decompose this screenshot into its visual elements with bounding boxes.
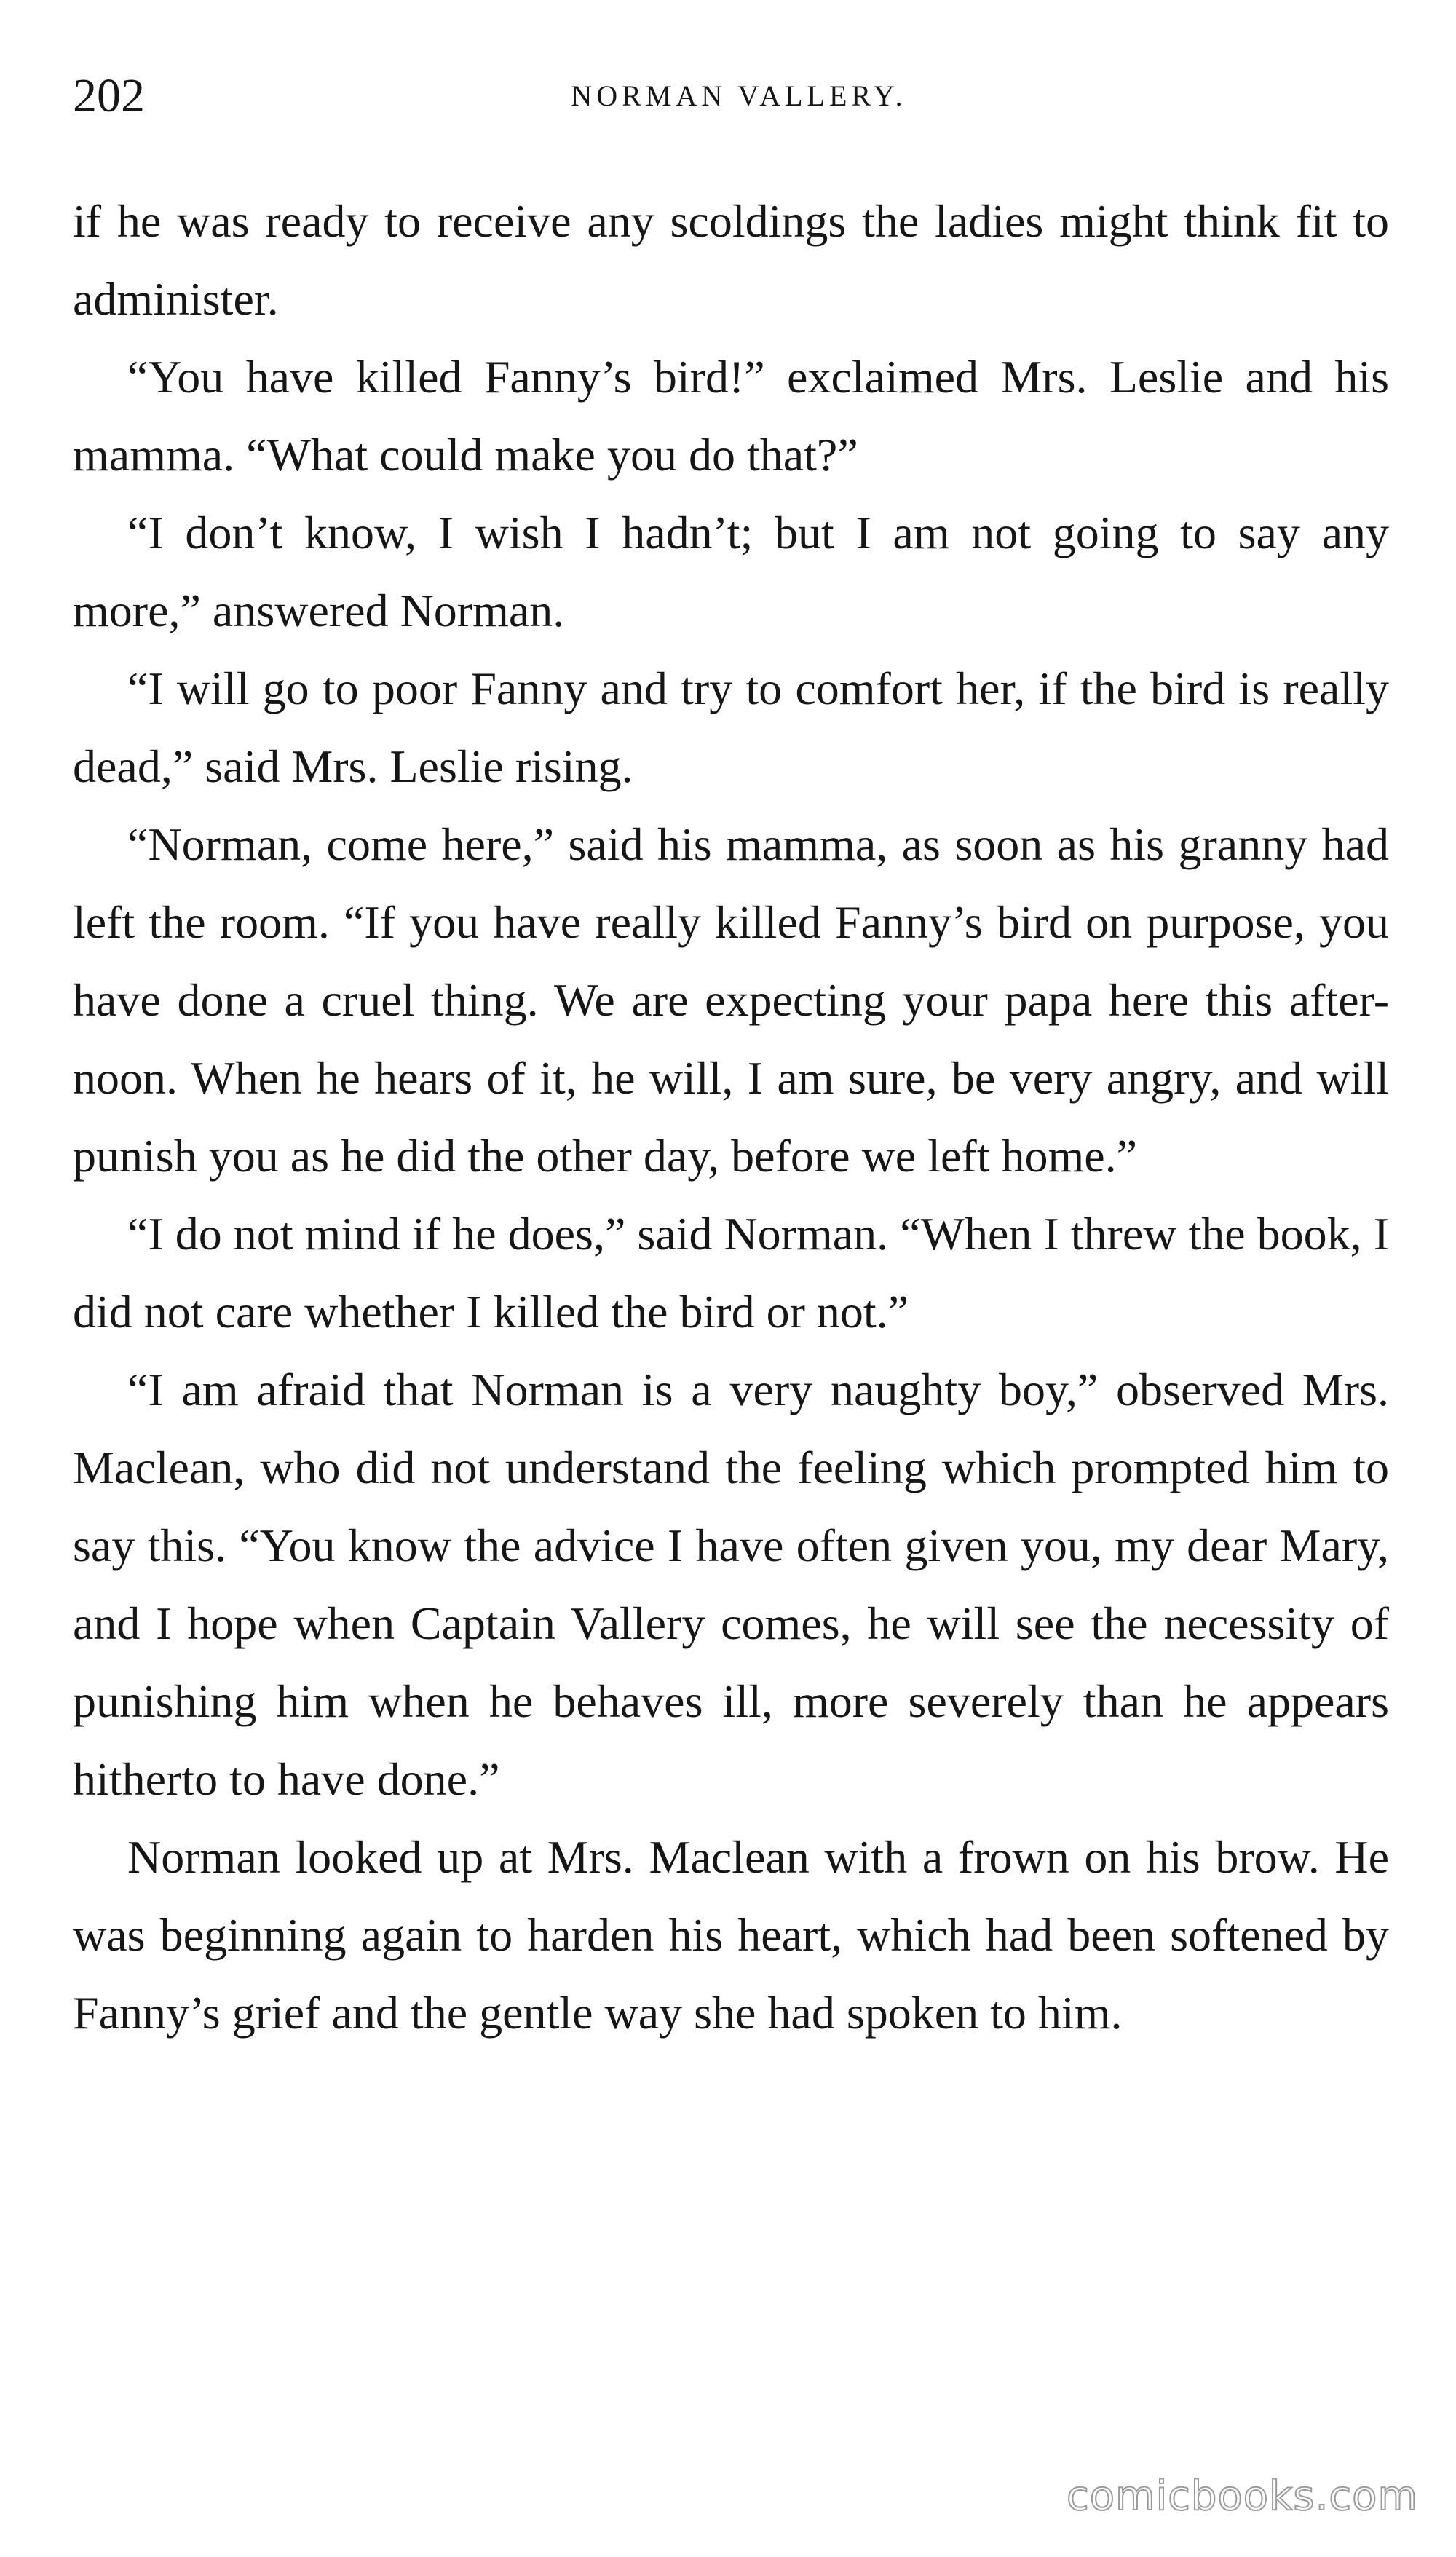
- watermark: comicbooks.com: [1066, 2473, 1418, 2520]
- paragraph: “I will go to poor Fanny and try to comfort her, if the bird is really dead,” said Mrs. Leslie rising.: [73, 663, 1389, 792]
- page-header: [73, 67, 1405, 133]
- paragraph: Norman looked up at Mrs. Maclean with a frown on his brow. He was beginning again to harden his heart, which had been softened by Fanny’s grief and the gentle way she had spoken to him.: [73, 1831, 1389, 2039]
- paragraph: “I do not mind if he does,” said Norman. “When I threw the book, I did not care whether I killed the bird or not.”: [73, 1208, 1389, 1337]
- running-head: NORMAN VALLERY.: [571, 79, 907, 112]
- paragraph: “Norman, come here,” said his mamma, as soon as his granny had left the room. “If you have really killed Fanny’s bird on purpose, you have done a cruel thing. We are expecting your papa here this after-noon. When he hears of it, he will, I am sure, be very angry, and will punish you as he did the other day, before we left home.”: [73, 818, 1389, 1182]
- paragraph-continuation: if he was ready to receive any scoldings the ladies might think fit to administer.: [73, 195, 1389, 325]
- body-text: [73, 182, 1389, 2052]
- paragraph: “I am afraid that Norman is a very naughty boy,” observed Mrs. Maclean, who did not understand the feeling which prompted him to say this. “You know the advice I have often given you, my dear Mary, and I hope when Captain Vallery comes, he will see the necessity of punishing him when he behaves ill, more severely than he appears hitherto to have done.”: [73, 1364, 1389, 1805]
- paragraph: “I don’t know, I wish I hadn’t; but I am not going to say any more,” answered Norman.: [73, 507, 1389, 636]
- page-number: 202: [73, 69, 145, 122]
- paragraph: “You have killed Fanny’s bird!” exclaimed Mrs. Leslie and his mamma. “What could make you do that?”: [73, 351, 1389, 481]
